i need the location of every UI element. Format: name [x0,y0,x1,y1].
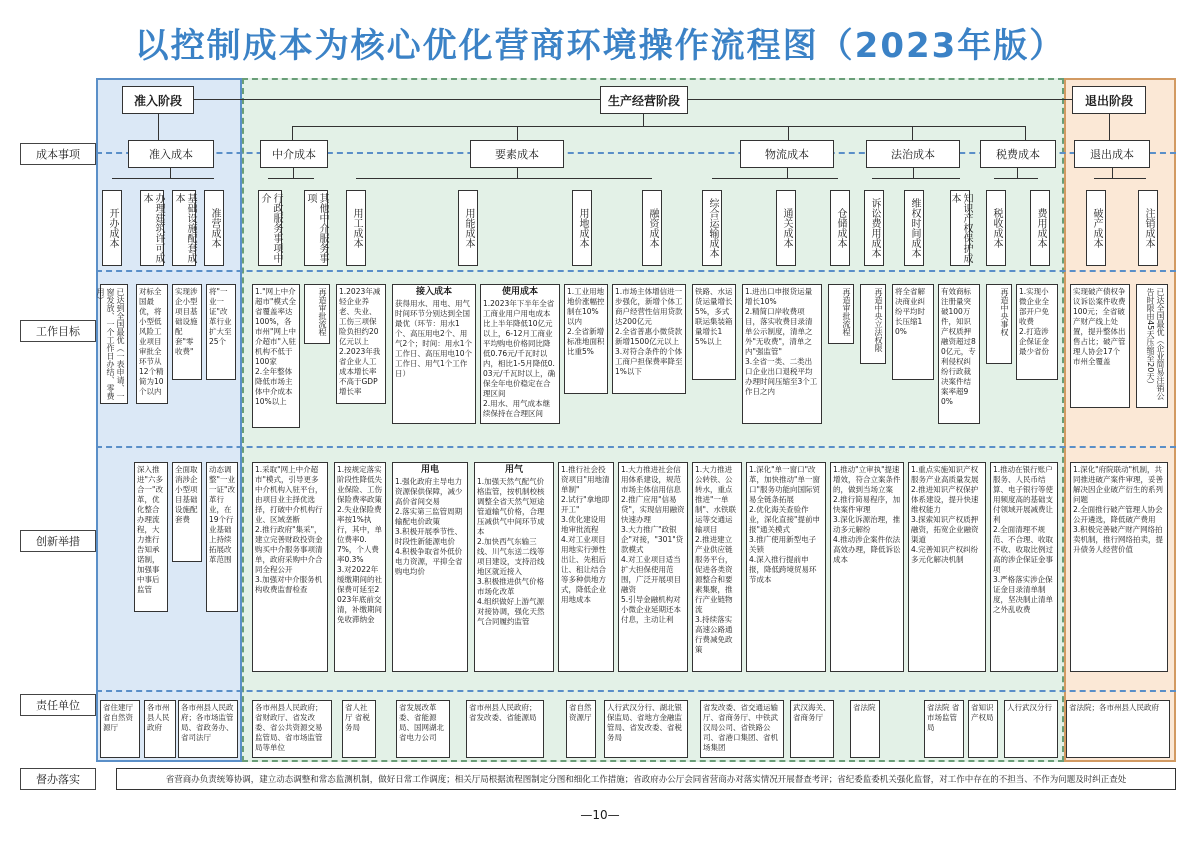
measure-customs: 1.深化"单一窗口"改革，加快推动"单一窗口"服务功能向国际贸易全链条拓展 2.优化海关查验作业，深化直接"提前申报"通关模式 3.推广使用新型电子关锁 4.深入推行提前申报，降低跨境贸易环节成本 [746,462,826,672]
item-tax-cost: 税收成本 [986,190,1006,266]
measure-gas-text: 1.加强天然气配气价格监管，按机制校核调整全省天然气短途管道输气价格，合理压减供气中间环节成本 2.加快西气东输三线、川气东送二线等项目建设，支持沿线地区就近接入 3.积极推进供气价格市场化改革 4.组织做好上游气源对接协调，强化天然气合同履约监管 [477,477,545,626]
measure-finance: 1.大力推进社会信用体系建设，规范市场主体信用信息 2.推广应用"信易贷"，实现信用融资快速办理 3.大力推广"政银企"对接，"301"贷款模式 4.对工业项目适当扩大担保使用范围，广泛开展项目融资 5.引导金融机构对小微企业延期还本付息，主动让利 [618,462,688,672]
item-land-cost: 用地成本 [572,190,592,266]
item-energy-cost: 用能成本 [458,190,478,266]
item-license-cost: 准营成本 [204,190,224,266]
item-transport-cost: 综合运输成本 [702,190,722,266]
goal-ip: 有效商标注册量突破100万件，知识产权质押融资超过80亿元，专利侵权纠纷行政裁决案件结案率超90% [938,284,980,424]
goal-energy-usage-text: 1.2023年下半年全省工商业用户用电成本比上半年降低10亿元以上，6-12月工商业平均购电价格同比降低0.76元/千瓦时以内，相比1-5月降低0.03元/千瓦时以上，确保全年电价稳定在合理区间 2.用水、用气成本继续保持在合理区间 [483,299,556,418]
resp-litigation: 省法院 [850,700,880,758]
item-construction-permit-cost: 办理建筑许可成本 [140,190,164,266]
goal-deregistration: 已达全国最优（企业简易注销公告时限由45天压缩至20天） [1136,284,1168,408]
goal-other-intermediary: 再造审批流程 [304,284,330,344]
item-customs-cost: 通关成本 [776,190,796,266]
page-title: 以控制成本为核心优化营商环境操作流程图（2023年版） [134,26,1066,66]
phase-exit: 退出阶段 [1072,86,1146,114]
resp-finance: 人行武汉分行、湖北银保监局、省地方金融监管局、省发改委、省税务局 [604,700,688,758]
measure-gas-title: 用气 [504,465,523,475]
resp-ip-bureau: 省知识产权局 [968,700,998,758]
goal-energy-usage [480,284,560,424]
goal-intermediary: 1."网上中介超市"模式全省覆盖率达100%，各市州"网上中介超市"入驻机构不低于100家 2.全年整体降低市场主体中介成本10%以上 [252,284,300,428]
goal-bankruptcy: 实现破产债权争议诉讼案件收费100元；全省破产财产线上处置，提升整体出售占比；破产管理人协会17个市州全覆盖 [1070,284,1130,408]
goal-energy-access-text: 获得用水、用电、用气时间环节分别达到全国最优（环节：用水1个、高压用电2个、用气2个；时间：用水1个工作日、高压用电10个工作日、用气1个工作日） [395,299,473,378]
measure-ip: 1.重点实施知识产权服务产业高质量发展 2.推进知识产权保护体系建设，提升快速维权能力 3.探索知识产权质押融资，拓宽企业融资渠道 4.完善知识产权纠纷多元化解决机制 [908,462,986,672]
category-tax-cost: 税费成本 [980,140,1056,168]
goal-construction: 对标全国最优，将小型低风险工业项目审批全环节从12个精简为10个以内 [136,284,168,404]
goal-customs: 1.进出口申报货运量增长10% 2.精简口岸收费项目，落实收费目录清单公示制度，清单之外"无收费"，清单之内"强监管" 3.全省一类、二类出口企业出口退税平均办理时间压缩至3个工作日之内 [742,284,822,424]
goal-finance: 1.市场主体增信进一步强化，新增个体工商户经营性信用贷款达200亿元 2.全省普惠小微贷款新增1500亿元以上 3.对符合条件的个体工商户担保费率降至1%以下 [612,284,686,394]
row-label-resp: 责任单位 [20,694,96,716]
resp-ip: 省法院 省市场监管局 [924,700,964,758]
row-label-measure: 创新举措 [20,530,96,552]
goal-startup: 已达到全国最优（一表申请、一窗发放、一个工作日办结、零费用） [100,284,128,404]
item-fee-cost: 费用成本 [1030,190,1050,266]
item-other-intermediary: 其他中介服务事项 [304,190,328,266]
measure-intermediary: 1.采取"网上中介超市"模式，引导更多中介机构入驻平台，由项目业主择优选择，打破中介机构行业、区域垄断 2.推行政府"集采"，建立完善财政投资金购买中介服务事项清单，政府采购中介合同全程公开 3.加强对中介服务机构收费监督检查 [252,462,328,672]
goal-litigation: 再造中央立法权限 [860,284,886,364]
measure-electricity-text: 1.强化政府主导电力资源保供保障，减少高价省间交易 2.落实第三监管周期输配电价政策 3.积极开展季节性、时段性新能源电价 4.积极争取省外低价电力资源，平抑全省购电均价 [395,477,463,576]
measure-infrastructure: 全面取消涉企小型项目基础设施配套费 [172,462,202,562]
goal-fee: 1.实现小微企业全部开户免收费 2.打造涉企保证金最少省份 [1016,284,1058,380]
goal-rights-time: 将全省解决商业纠纷平均时长压缩10% [892,284,934,380]
measure-gas [474,462,554,672]
goal-tax: 再造中央事权 [986,284,1012,364]
category-intermediary-cost: 中介成本 [260,140,328,168]
measure-license: 动态调整"一业一证"改革行业，在19个行业基础上持续拓展改革范围 [206,462,238,612]
category-exit-cost: 退出成本 [1074,140,1150,168]
resp-tax: 人行武汉分行 [1004,700,1058,758]
measure-electricity-title: 用电 [420,465,439,475]
item-labor-cost: 用工成本 [346,190,366,266]
resp-electricity: 省发展改革委、省能源局、国网湖北省电力公司 [396,700,450,758]
resp-gas: 省市州县人民政府；省发改委、省能源局 [466,700,544,758]
item-storage-cost: 仓储成本 [830,190,850,266]
item-litigation-cost: 诉讼费用成本 [864,190,884,266]
entry-phase-band [96,78,242,762]
measure-entry: 深入推进"六多合一"改革，优化整合办理流程，大力推行告知承诺制，加强事中事后监管 [134,462,168,612]
row-label-cost: 成本事项 [20,143,96,165]
item-ip-cost: 知识产权保护成本 [950,190,970,266]
resp-logistics: 省发改委、省交通运输厅、省商务厅、中铁武汉局公司、省铁路公司、省港口集团、省机场集团 [700,700,784,758]
resp-entry-1: 省住建厅 省自然资源厅 [100,700,140,758]
goal-labor: 1.2023年减轻企业养老、失业、工伤三项保险负担约20亿元以上 2.2023年我省企业人工成本增长率不高于GDP增长率 [336,284,386,404]
row-divider [96,690,1176,692]
goal-storage: 再造审批流程 [828,284,854,344]
row-divider [96,270,1176,272]
measure-electricity [392,462,468,672]
item-finance-cost: 融资成本 [642,190,662,266]
page-number: —10— [580,808,620,822]
resp-land: 省自然资源厅 [566,700,596,758]
row-label-goal: 工作目标 [20,320,96,342]
resp-entry-3: 各市州县人民政府；各市场监管局、省政务办、省司法厅 [178,700,238,758]
item-bankruptcy-cost: 破产成本 [1086,190,1106,266]
resp-labor: 省人社厅 省税务局 [342,700,376,758]
category-entry-cost: 准入成本 [128,140,214,168]
phase-operation: 生产经营阶段 [600,86,688,114]
measure-legal: 1.推动"立审执"提速增效，符合立案条件的，做到当场立案 2.推行简易程序，加快案件审理 3.深化诉源治理，推动多元解纷 4.推动涉企案件依法高效办理，降低诉讼成本 [830,462,904,672]
category-logistics-cost: 物流成本 [740,140,834,168]
phase-entry: 准入阶段 [122,86,194,114]
row-label-supervise: 督办落实 [20,768,96,790]
goal-energy-access [392,284,476,424]
goal-energy-usage-title: 使用成本 [501,287,538,297]
measure-transport: 1.大力推进公转铁、公转水，重点推进"一单制"、水铁联运等交通运输项目 2.推进建立产业供应链服务平台，促进各类资源整合和要素集聚，推行产业链物流 3.持续落实高速公路通行费减免政策 [692,462,742,672]
item-infrastructure-cost: 基础设施配套成本 [172,190,196,266]
row-divider [96,446,1176,448]
measure-labor: 1.按规定落实阶段性降低失业保险、工伤保险费率政策 2.失业保险费率按1%执行，其中，单位费率0.7%，个人费率0.3% 3.对2022年缓缴期间的社保费可延至2023年底前交清，补缴期间免收滞纳金 [334,462,386,672]
category-legal-cost: 法治成本 [866,140,960,168]
measure-fee: 1.推动在银行账户服务、人民币结算、电子银行等使用频度高的基础支付领域开展减费让利 2.全面清理不规范、不合理、收取不收、收取比例过高的涉企保证金事项 3.严格落实涉企保证金目录清单制度，坚决制止清单之外乱收费 [990,462,1058,672]
item-rights-time-cost: 维权时间成本 [904,190,924,266]
resp-exit: 省法院；各市州县人民政府 [1066,700,1170,758]
category-factor-cost: 要素成本 [470,140,564,168]
item-deregistration-cost: 注销成本 [1138,190,1158,266]
goal-license: 将"一业一证"改革行业扩大至25个 [206,284,236,380]
measure-land: 1.推行社会投资项目"用地清单制" 2.试行"拿地即开工" 3.优化建设用地审批流程 4.对工业项目用地实行弹性出让、先租后让、租让结合等多种供地方式，降低企业用地成本 [558,462,614,672]
goal-transport: 铁路、水运货运量增长5%，多式联运集装箱量增长15%以上 [692,284,736,380]
resp-entry-2: 各市州县人民政府 [144,700,176,758]
item-startup-cost: 开办成本 [102,190,122,266]
measure-exit: 1.深化"府院联动"机制，共同推进破产案件审理，妥善解决因企业破产衍生的系列问题 2.全面推行破产管理人协会公开遴选，降低破产费用 3.积极完善破产财产网络拍卖机制，推行网络拍卖，提升债务人经营价值 [1070,462,1168,672]
goal-energy-access-title: 接入成本 [415,287,452,297]
resp-intermediary: 各市州县人民政府；省财政厅、省发改委、省公共资源交易监管局、省市场监管局等单位 [252,700,332,758]
goal-infrastructure: 实现涉企小型项目基础设施配套"零收费" [172,284,202,380]
goal-land: 1.工业用地地价涨幅控制在10%以内 2.全省新增标准地面积比重5% [564,284,608,394]
item-admin-intermediary: 行政服务事项中介 [258,190,282,266]
resp-customs: 武汉海关、省商务厅 [790,700,834,758]
supervision-text: 省营商办负责统筹协调，建立动态调整和常态监测机制，做好日常工作调度；相关厅局根据流程图制定分图和细化工作措施；省政府办公厅会同省营商办对落实情况开展督查考评；省纪委监委机关强化监督，对工作中存在的不担当、不作为问题及时纠正查处 [116,768,1176,790]
